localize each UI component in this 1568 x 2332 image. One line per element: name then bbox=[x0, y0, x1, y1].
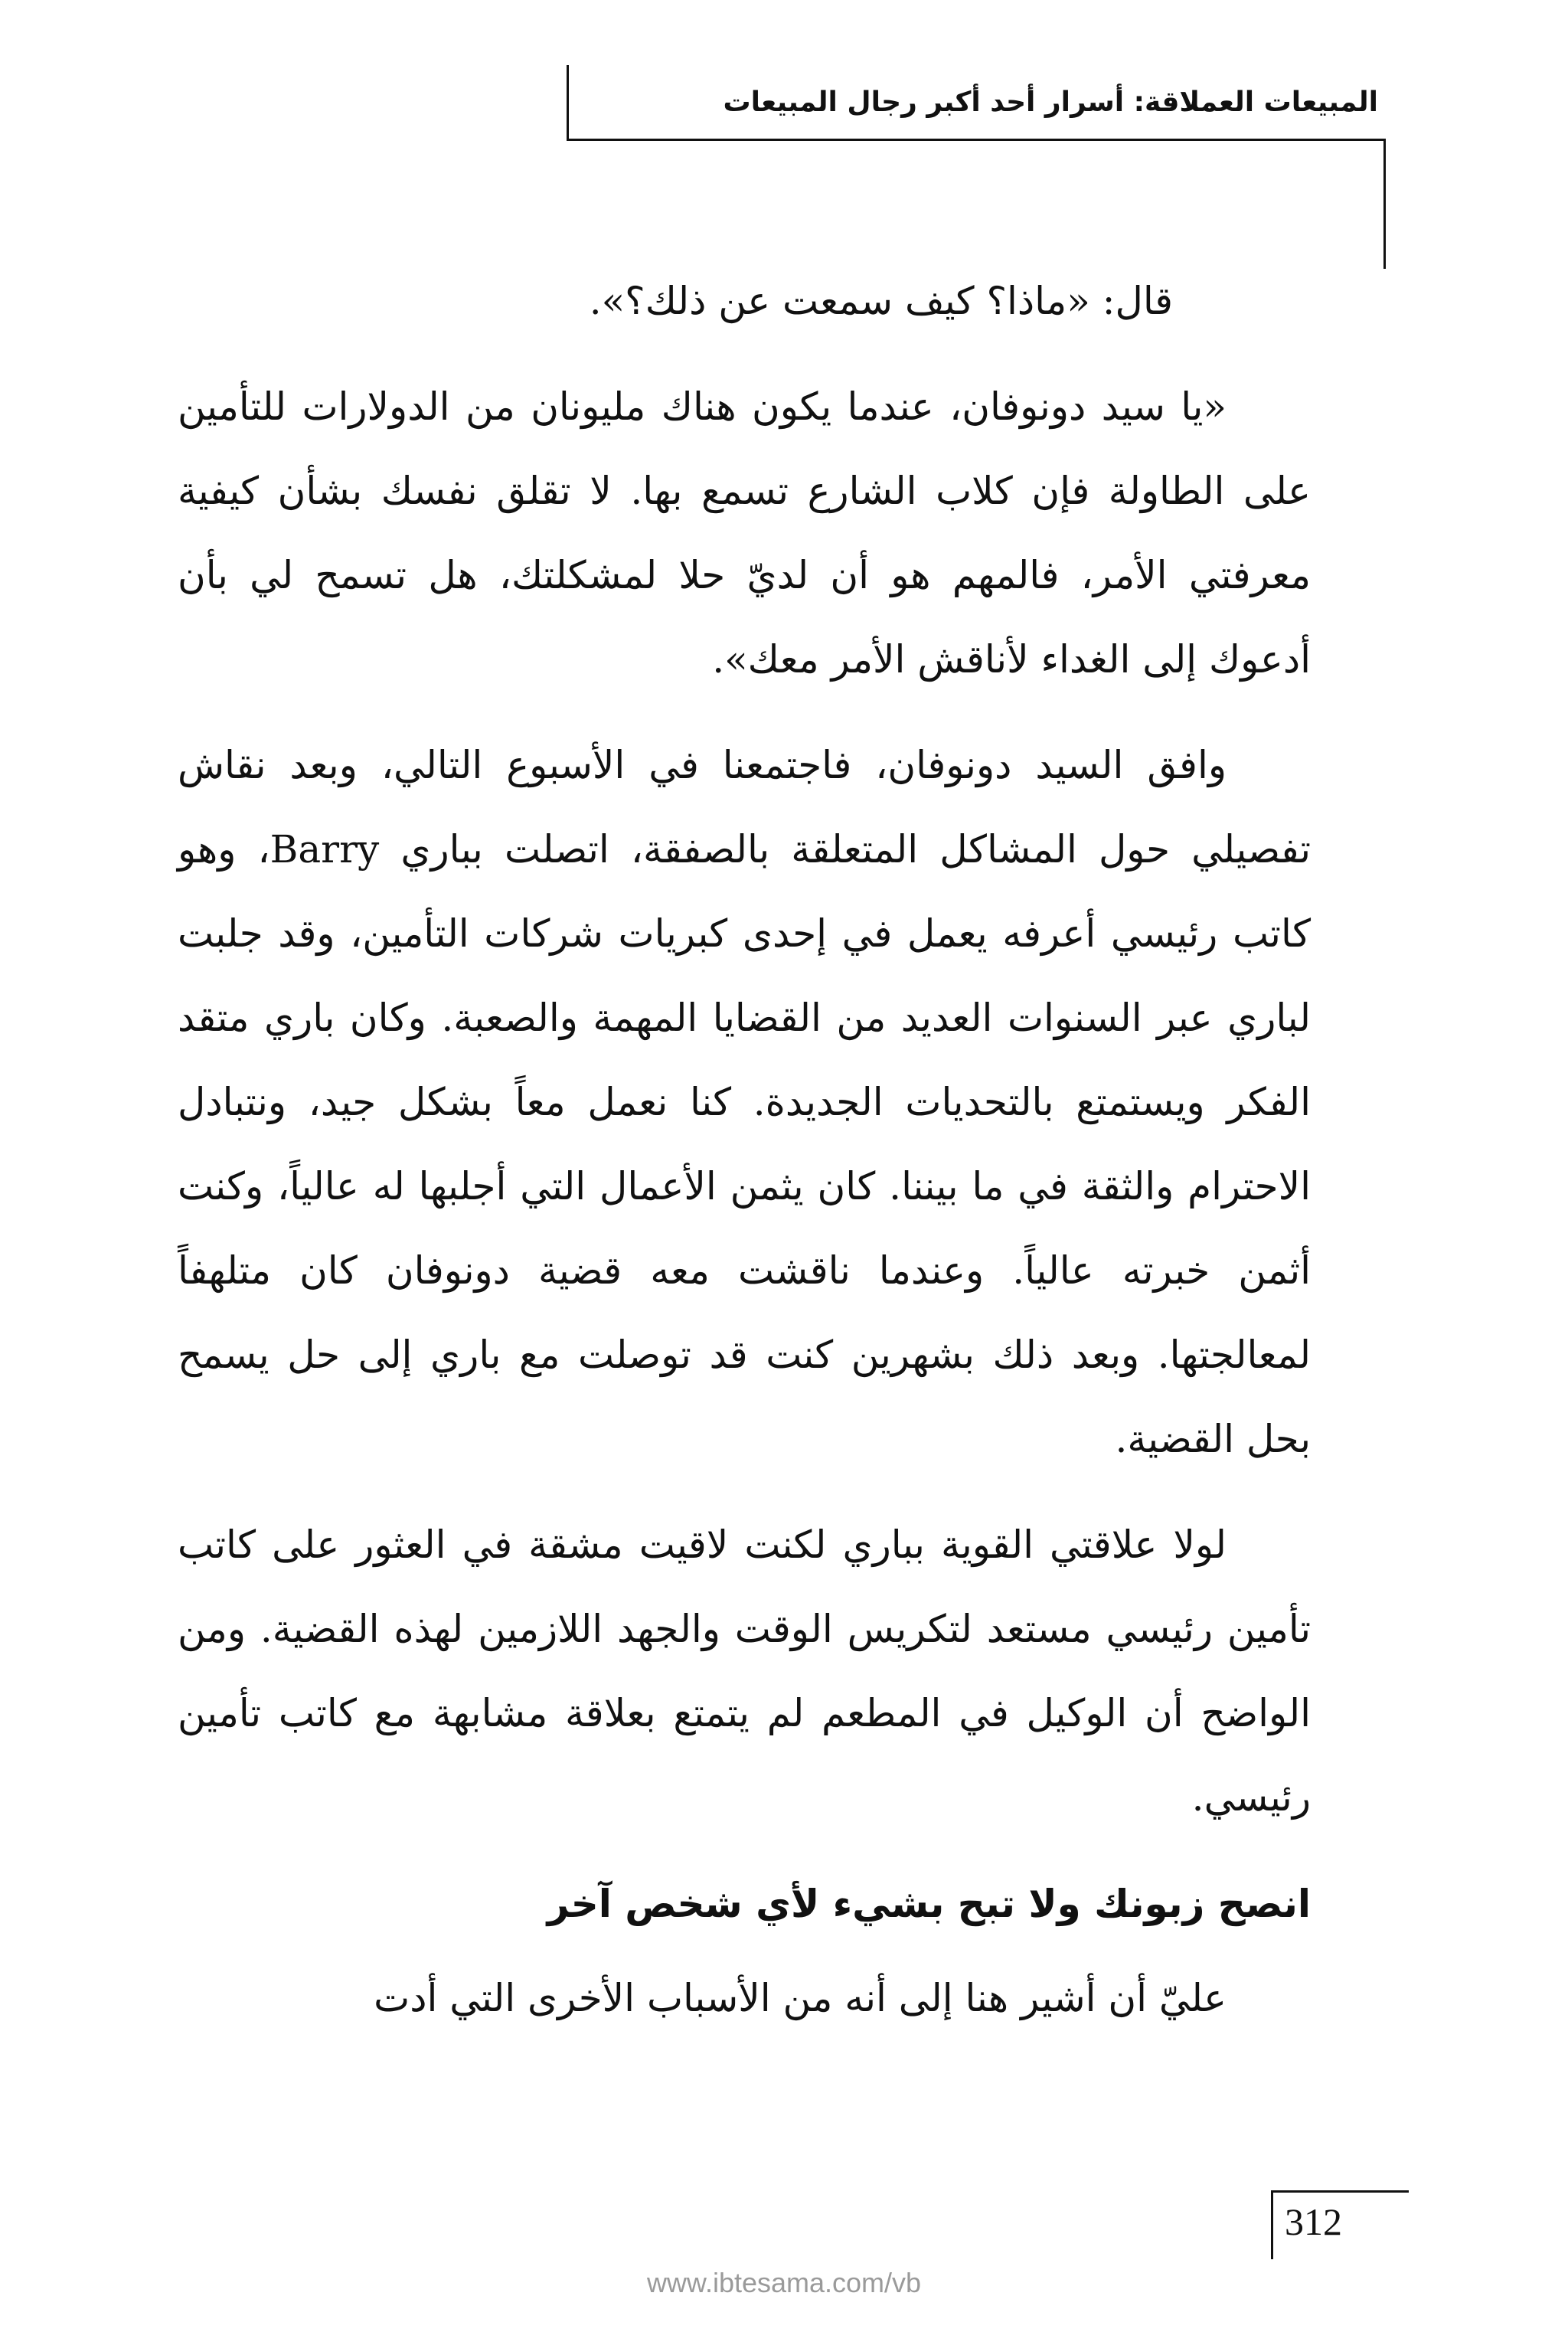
page-number-top-rule bbox=[1271, 2190, 1409, 2193]
running-header bbox=[567, 65, 1386, 142]
paragraph-2: «يا سيد دونوفان، عندما يكون هناك مليونان من الدولارات للتأمين على الطاولة فإن كلاب الشارع تسمع بها. لا تقلق نفسك بشأن كيفية معرفتي الأمر، فالمهم هو أن لديّ حلا لمشكلتك، هل تسمح لي بأن أدعوك إلى الغداء لأناقش الأمر معك». bbox=[178, 384, 1311, 682]
running-header-title: المبيعات العملاقة: أسرار أحد أكبر رجال المبيعات bbox=[723, 87, 1378, 118]
page-number-left-rule bbox=[1271, 2190, 1273, 2259]
page-number: 312 bbox=[1285, 2200, 1342, 2243]
watermark-link[interactable]: www.ibtesama.com/vb bbox=[646, 2267, 922, 2298]
header-bottom-rule bbox=[567, 139, 1386, 141]
paragraph-4: لولا علاقتي القوية بباري لكنت لاقيت مشقة في العثور على كاتب تأمين رئيسي مستعد لتكريس الوقت والجهد اللازمين لهذه القضية. ومن الواضح أن الوكيل في المطعم لم يتمتع بعلاقة مشابهة مع كاتب تأمين رئيسي. bbox=[178, 1523, 1311, 1820]
section-heading: انصح زبونك ولا تبح بشيء لأي شخص آخر bbox=[547, 1882, 1311, 1926]
paragraph-5: عليّ أن أشير هنا إلى أنه من الأسباب الأخرى التي أدت bbox=[374, 1976, 1227, 2020]
header-right-rule bbox=[1383, 139, 1386, 269]
paragraph-3: وافق السيد دونوفان، فاجتمعنا في الأسبوع التالي، وبعد نقاش تفصيلي حول المشاكل المتعلقة بالصفقة، اتصلت بباري Barry، وهو كاتب رئيسي أعرفه يعمل في إحدى كبريات شركات التأمين، وقد جلبت لباري عبر السنوات العديد من القضايا المهمة والصعبة. وكان باري متقد الفكر ويستمتع بالتحديات الجديدة. كنا نعمل معاً بشكل جيد، ونتبادل الاحترام والثقة في ما بيننا. كان يثمن الأعمال التي أجلبها له عالياً، وكنت أثمن خبرته عالياً. وعندما ناقشت معه قضية دونوفان كان متلهفاً لمعالجتها. وبعد ذلك بشهرين كنت قد توصلت مع باري إلى حل يسمح بحل القضية. bbox=[178, 743, 1312, 1461]
page-body bbox=[178, 259, 1311, 2062]
paragraph-1: قال: «ماذا؟ كيف سمعت عن ذلك؟». bbox=[589, 279, 1173, 323]
header-left-rule bbox=[567, 65, 569, 139]
page-number-box bbox=[1271, 2190, 1409, 2259]
